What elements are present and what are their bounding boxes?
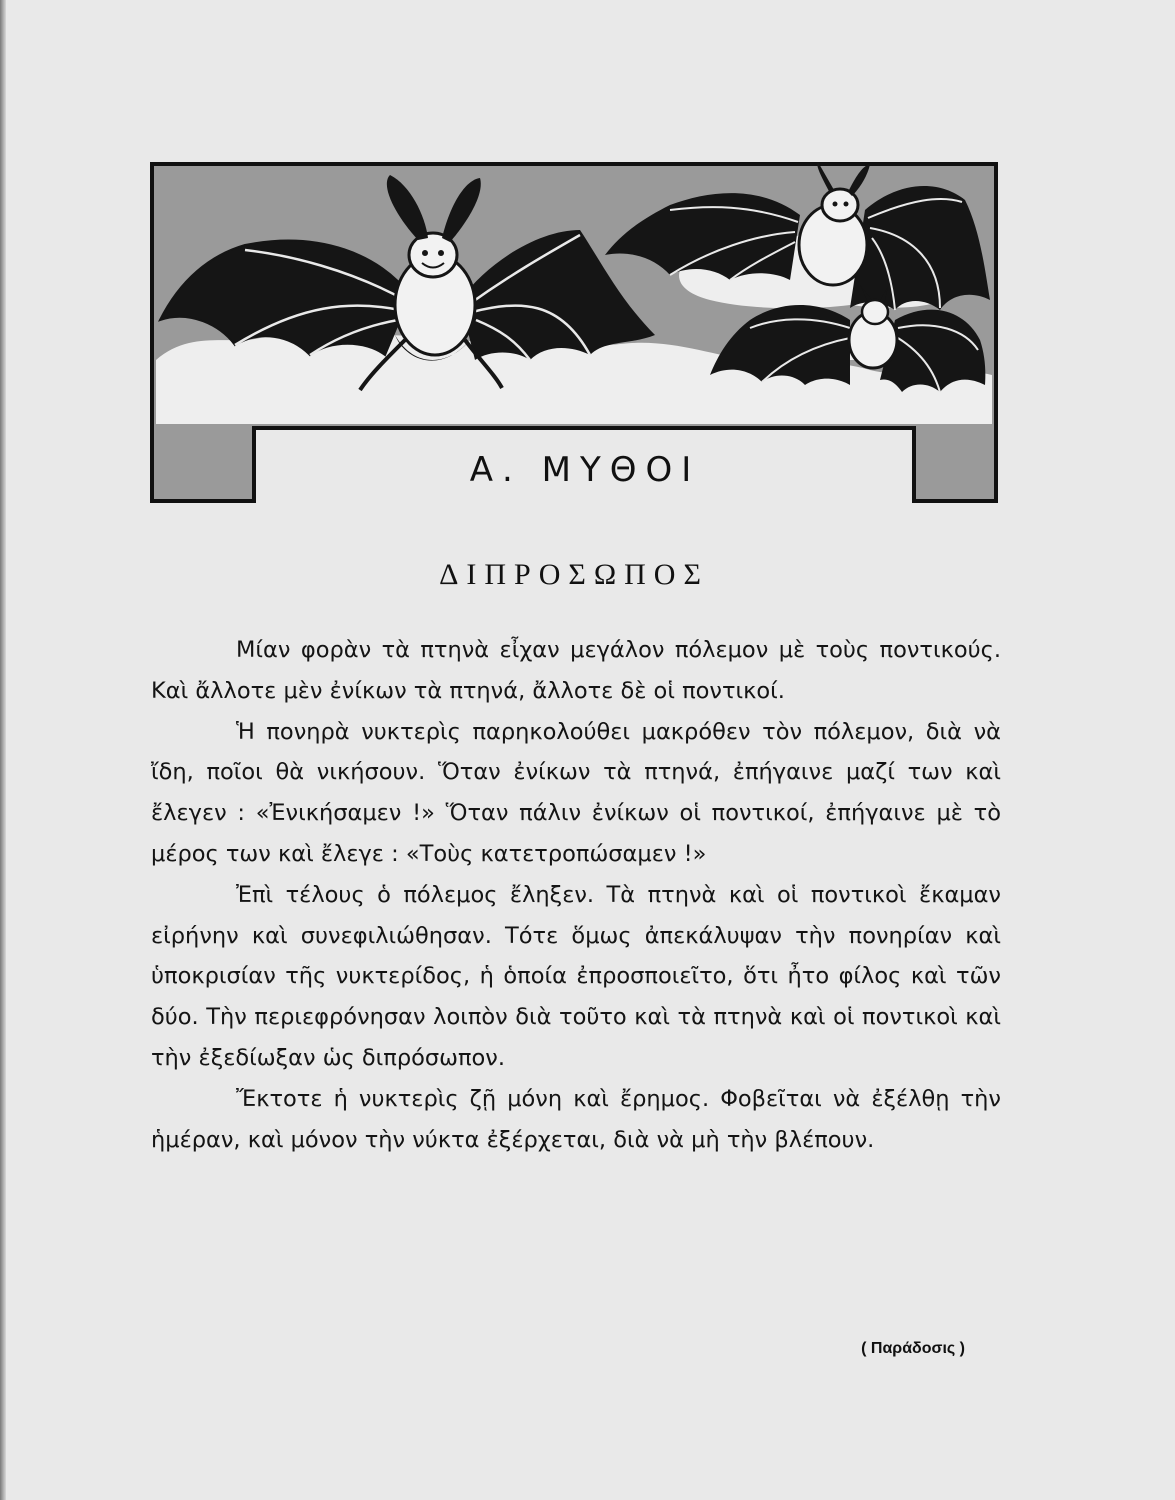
story-paragraph-4: Ἔκτοτε ἡ νυκτερὶς ζῇ μόνη καὶ ἔρημος. Φοβεῖται νὰ ἐξέλθῃ τὴν ἡμέραν, καὶ μόνον τὴν νύκτα ἐξέρχεται, διὰ νὰ μὴ τὴν βλέπουν. — [151, 1085, 1001, 1153]
story-title: ΔΙΠΡΟΣΩΠΟΣ — [439, 558, 709, 591]
source-attribution: ( Παράδοσις ) — [861, 1340, 965, 1357]
page-binding-edge — [0, 0, 6, 1500]
story-body — [151, 630, 1001, 1160]
story-paragraph-1: Μίαν φορὰν τὰ πτηνὰ εἶχαν μεγάλον πόλεμον μὲ τοὺς ποντικούς. Καὶ ἄλλοτε μὲν ἐνίκων τὰ πτηνά, ἄλλοτε δὲ οἱ ποντικοί. — [151, 637, 1001, 704]
story-paragraph-2: Ἡ πονηρὰ νυκτερὶς παρηκολούθει μακρόθεν τὸν πόλεμον, διὰ νὰ ἴδη, ποῖοι θὰ νικήσουν. Ὅταν ἐνίκων τὰ πτηνά, ἐπήγαινε μαζί των καὶ ἔλεγεν : «Ἐνικήσαμεν !» Ὅταν πάλιν ἐνίκων οἱ ποντικοί, ἐπήγαινε μὲ τὸ μέρος των καὶ ἔλεγε : «Τοὺς κατετροπώσαμεν !» — [151, 718, 1001, 867]
section-title: Α. ΜΥΘΟΙ — [469, 450, 701, 490]
story-paragraph-3: Ἐπὶ τέλους ὁ πόλεμος ἔληξεν. Τὰ πτηνὰ καὶ οἱ ποντικοὶ ἔκαμαν εἰρήνην καὶ συνεφιλιώθησαν. Τότε ὅμως ἀπεκάλυψαν τὴν πονηρίαν καὶ ὑποκρισίαν τῆς νυκτερίδος, ἡ ὁποία ἐπροσποιεῖτο, ὅτι ἦτο φίλος καὶ τῶν δύο. Τὴν περιεφρόνησαν λοιπὸν διὰ τοῦτο καὶ τὰ πτηνὰ καὶ οἱ ποντικοὶ καὶ τὴν ἐξεδίωξαν ὡς διπρόσωπον. — [151, 881, 1001, 1071]
